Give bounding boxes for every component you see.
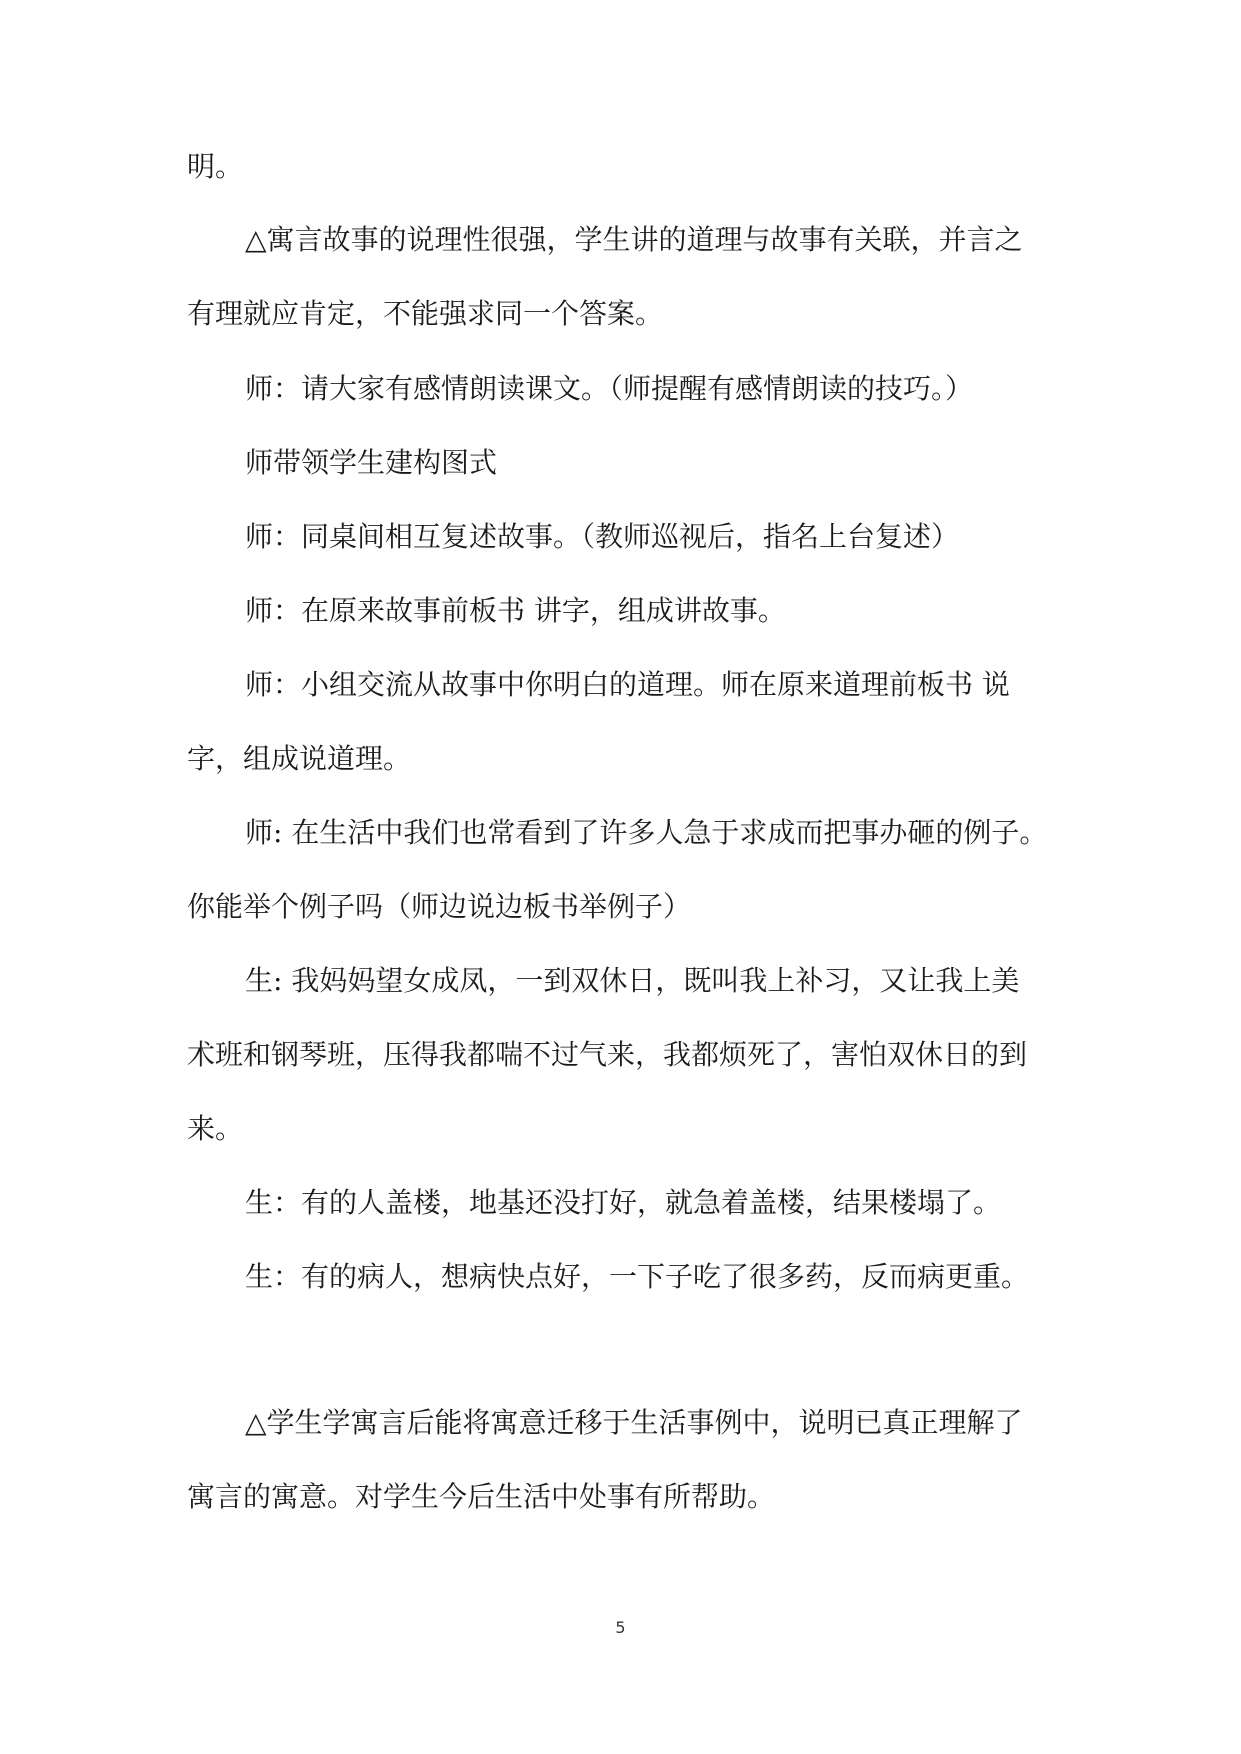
text-line-1: 明。 [187,150,244,183]
text-line-5: 师带领学生建构图式 [245,446,498,479]
text-line-12: 生: 我妈妈望女成凤，一到双休日，既叫我上补习，又让我上美 [245,964,1020,997]
text-line-2: △寓言故事的说理性很强，学生讲的道理与故事有关联，并言之 [245,223,1023,256]
text-line-15: 生：有的人盖楼，地基还没打好，就急着盖楼，结果楼塌了。 [245,1186,1002,1219]
text-line-18: 寓言的寓意。对学生今后生活中处事有所帮助。 [187,1480,776,1513]
text-line-3: 有理就应肯定，不能强求同一个答案。 [187,297,664,330]
text-line-7: 师：在原来故事前板书 讲字，组成讲故事。 [245,594,786,627]
text-line-14: 来。 [187,1112,244,1145]
text-line-8: 师：小组交流从故事中你明白的道理。师在原来道理前板书 说 [245,668,1010,701]
text-line-11: 你能举个例子吗（师边说边板书举例子） [187,890,692,923]
text-line-17: △学生学寓言后能将寓意迁移于生活事例中，说明已真正理解了 [245,1406,1023,1439]
text-line-10: 师: 在生活中我们也常看到了许多人急于求成而把事办砸的例子。 [245,816,1048,849]
text-line-13: 术班和钢琴班，压得我都喘不过气来，我都烦死了，害怕双休日的到 [187,1038,1028,1071]
page-number: 5 [615,1618,626,1637]
text-line-16: 生：有的病人，想病快点好，一下子吃了很多药，反而病更重。 [245,1260,1030,1293]
text-line-6: 师：同桌间相互复述故事。（教师巡视后，指名上台复述） [245,520,960,553]
text-line-9: 字，组成说道理。 [187,742,412,775]
text-line-4: 师：请大家有感情朗读课文。（师提醒有感情朗读的技巧。） [245,372,974,405]
